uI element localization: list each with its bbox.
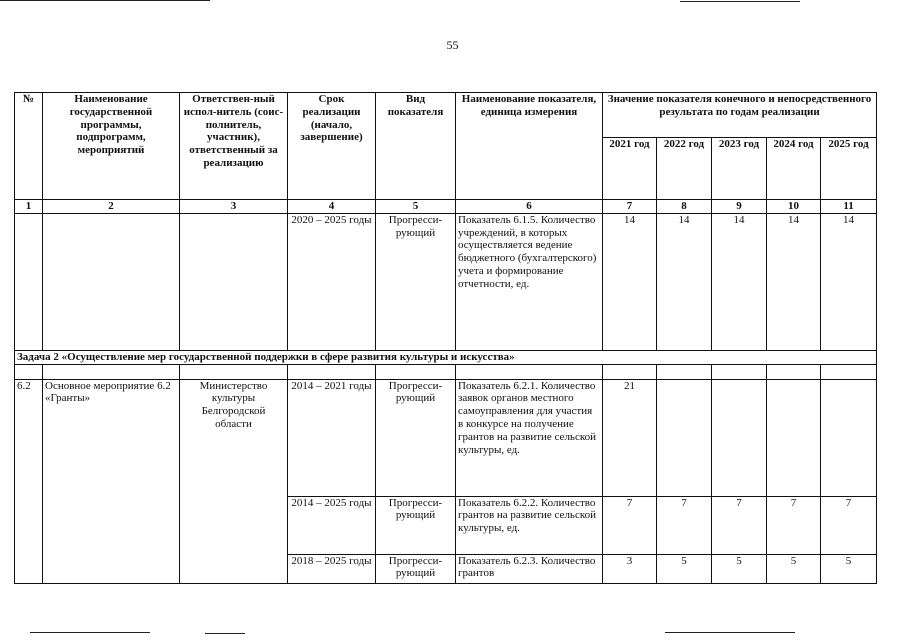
column-number: 3 [180,200,288,214]
task-row [15,350,877,364]
cell-responsible [180,213,288,350]
spacer-cell [603,364,657,379]
cell-value: 7 [712,496,767,554]
cell-kind: Прогресси-рующий [376,554,456,583]
table-header-row [15,93,877,138]
header-no: № [15,93,43,200]
cell-value: 5 [821,554,877,583]
cell-indicator: Показатель 6.2.2. Количество грантов на развитие сельской культуры, ед. [456,496,603,554]
cell-value: 5 [767,554,821,583]
cell-value: 14 [712,213,767,350]
cell-period: 2014 – 2025 годы [288,496,376,554]
cell-value: 5 [712,554,767,583]
cell-value: 5 [657,554,712,583]
header-year: 2023 год [712,138,767,200]
page-number: 55 [446,38,459,52]
header-name: Наименование государственной программы, подпрограмм, мероприятий [43,93,180,200]
column-number: 4 [288,200,376,214]
column-number: 1 [15,200,43,214]
task-heading: Задача 2 «Осуществление мер государственной поддержки в сфере развития культуры и искусства» [15,350,877,364]
header-year: 2021 год [603,138,657,200]
column-number: 11 [821,200,877,214]
scan-line-top-left [0,0,210,1]
spacer-cell [712,364,767,379]
header-indicator: Наименование показателя, единица измерения [456,93,603,200]
column-number: 2 [43,200,180,214]
cell-no [15,213,43,350]
cell-value: 7 [603,496,657,554]
header-period: Срок реализации (начало, завершение) [288,93,376,200]
cell-value: 7 [821,496,877,554]
cell-value: 3 [603,554,657,583]
header-year: 2024 год [767,138,821,200]
cell-name: Основное мероприятие 6.2 «Гранты» [43,379,180,583]
scan-line-bottom-left [30,632,150,633]
cell-name [43,213,180,350]
cell-kind: Прогресси-рующий [376,213,456,350]
cell-period: 2014 – 2021 годы [288,379,376,496]
spacer-row [15,364,877,379]
scan-line-top-right [680,1,800,2]
spacer-cell [15,364,43,379]
cell-value [657,379,712,496]
header-values-group: Значение показателя конечного и непосредственного результата по годам реализации [603,93,877,138]
cell-value [767,379,821,496]
cell-value [821,379,877,496]
spacer-cell [456,364,603,379]
header-responsible: Ответствен-ный испол-нитель (соис-полнитель, участник), ответственный за реализацию [180,93,288,200]
cell-value: 21 [603,379,657,496]
scan-line-bottom-mid [205,633,245,634]
cell-value: 14 [603,213,657,350]
spacer-cell [180,364,288,379]
cell-kind: Прогресси-рующий [376,379,456,496]
cell-value [712,379,767,496]
column-number: 10 [767,200,821,214]
column-number: 5 [376,200,456,214]
cell-kind: Прогресси-рующий [376,496,456,554]
column-number: 9 [712,200,767,214]
cell-indicator: Показатель 6.2.1. Количество заявок органов местного самоуправления для участия в конкурсе на получение грантов на развитие сельской культуры, ед. [456,379,603,496]
spacer-cell [821,364,877,379]
cell-no: 6.2 [15,379,43,583]
header-kind: Вид показателя [376,93,456,200]
table-row [15,379,877,496]
cell-indicator: Показатель 6.2.3. Количество грантов [456,554,603,583]
cell-value: 14 [821,213,877,350]
column-number: 6 [456,200,603,214]
table-row [15,213,877,350]
spacer-cell [288,364,376,379]
cell-value: 7 [657,496,712,554]
cell-value: 14 [767,213,821,350]
spacer-cell [767,364,821,379]
cell-indicator: Показатель 6.1.5. Количество учреждений, в которых осуществляется ведение бюджетного (бухгалтерского) учета и формирование отчетности, ед. [456,213,603,350]
scan-line-bottom-right [665,632,795,633]
cell-period: 2020 – 2025 годы [288,213,376,350]
spacer-cell [376,364,456,379]
column-numbers-row [15,200,877,214]
cell-period: 2018 – 2025 годы [288,554,376,583]
cell-value: 14 [657,213,712,350]
header-year: 2025 год [821,138,877,200]
cell-value: 7 [767,496,821,554]
header-year: 2022 год [657,138,712,200]
column-number: 7 [603,200,657,214]
indicators-table [14,92,877,584]
cell-responsible: Министерство культуры Белгородской области [180,379,288,583]
column-number: 8 [657,200,712,214]
spacer-cell [43,364,180,379]
spacer-cell [657,364,712,379]
